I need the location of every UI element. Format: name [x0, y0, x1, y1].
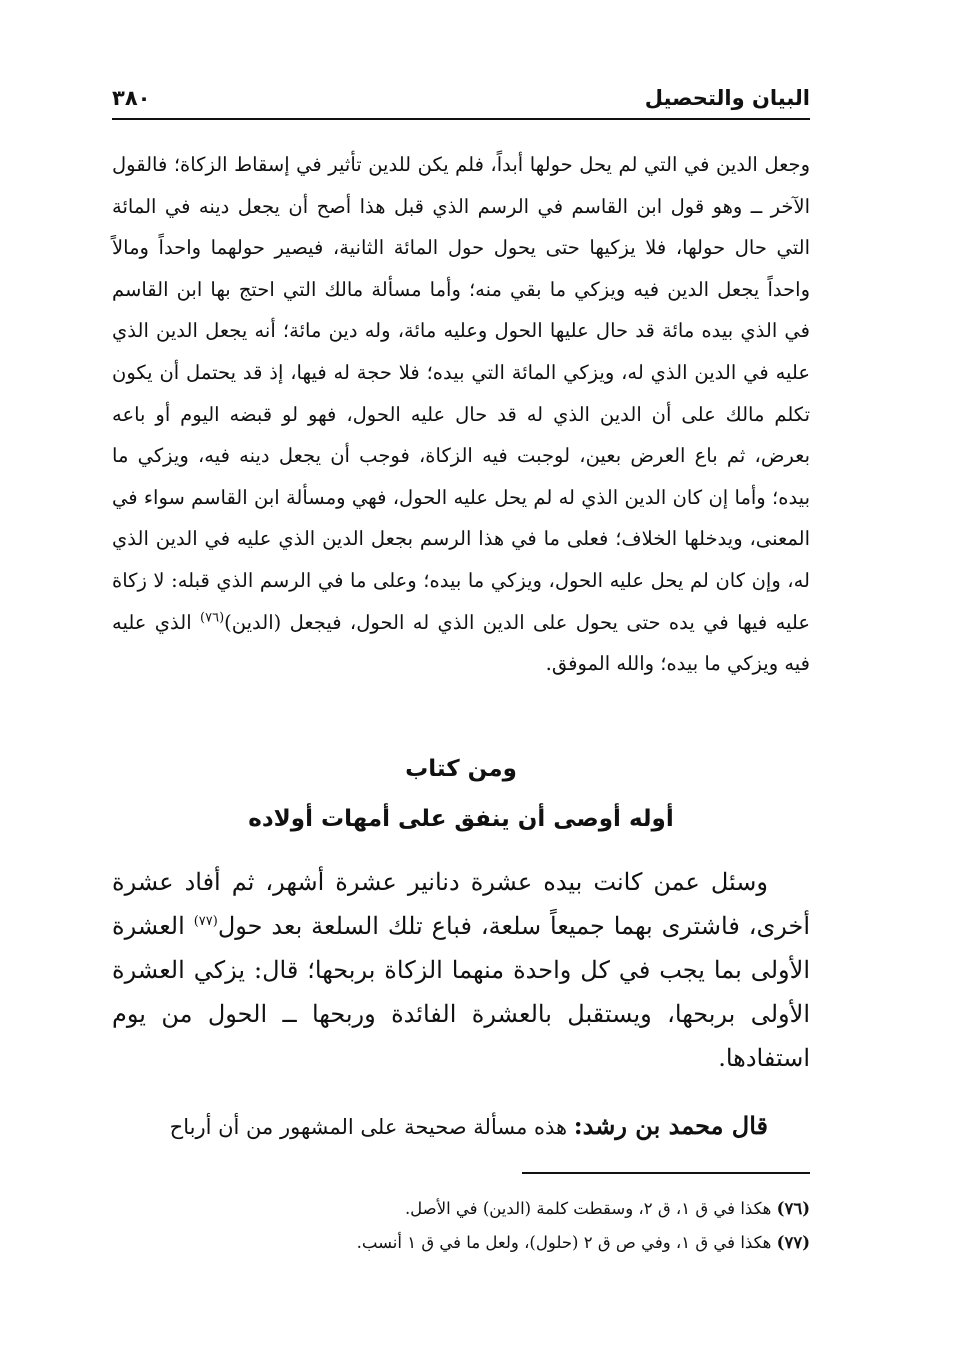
footnote-text: هكذا في ق ١، ق ٢، وسقطت كلمة (الدين) في الأصل. — [404, 1199, 772, 1218]
footnote-number: (٧٧) — [776, 1233, 810, 1252]
footnote-77 — [112, 1226, 810, 1260]
main-text-part2: الذي عليه فيه ويزكي ما بيده؛ والله الموفق. — [112, 610, 810, 676]
question-paragraph — [112, 860, 810, 1080]
footnote-ref-77[interactable]: (٧٧) — [193, 914, 218, 929]
page-number: ٣٨٠ — [112, 86, 151, 110]
main-paragraph-text — [112, 144, 810, 685]
footnote-number: (٧٦) — [776, 1199, 810, 1218]
commentary-speaker: قال محمد بن رشد: — [573, 1111, 768, 1140]
footnote-divider — [522, 1172, 810, 1174]
footnote-76 — [112, 1192, 810, 1226]
main-text-part1: وجعل الدين في التي لم يحل حولها أبداً، فلم يكن للدين تأثير في إسقاط الزكاة؛ فالقول الآخر ــ وهو قول ابن القاسم في الرسم الذي قبل هذا أصح أن يجعل دينه في المائة التي حال حولها، فلا يزكيها حتى يحول حول المائة الثانية، فيصير حولهما واحداً ومالاً واحداً يجعل الدين فيه ويزكي ما بقي منه؛ وأما مسألة مالك التي احتج بها ابن القاسم في الذي بيده مائة قد حال عليها الحول وعليه مائة، وله دين مائة؛ أنه يجعل الدين الذي عليه في الدين الذي له، ويزكي المائة التي بيده؛ فلا حجة له فيها، إذ قد يحتمل أن يكون تكلم مالك على أن الدين الذي له قد حال عليه الحول، فهو لو قبضه اليوم أو باعه بعرض، ثم باع العرض بعين، لوجبت فيه الزكاة، فوجب أن يجعل دينه فيه، ويزكي ما بيده؛ وأما إن كان الدين الذي له لم يحل عليه الحول، فهي ومسألة ابن القاسم سواء في المعنى، ويدخلها الخلاف؛ فعلى ما في هذا الرسم بجعل الدين الذي عليه في الدين الذي له، وإن كان لم يحل عليه الحول، ويزكي ما بيده؛ وعلى ما في الرسم الذي قبله: لا زكاة عليه فيها في يده حتى يحول على الدين الذي له الحول، فيجعل (الدين) — [112, 153, 810, 634]
question-text — [112, 860, 810, 1080]
main-paragraph — [112, 144, 810, 685]
section-heading-line2: أوله أوصى أن ينفق على أمهات أولاده — [248, 806, 674, 832]
footnotes — [112, 1192, 810, 1260]
footnote-ref-76[interactable]: (٧٦) — [200, 610, 225, 626]
running-title: البيان والتحصيل — [644, 86, 810, 110]
question-text-part1: وسئل عمن كانت بيده عشرة دنانير عشرة أشهر، ثم أفاد عشرة أخرى، فاشترى بهما جميعاً سلعة، فباع تلك السلعة بعد حول — [112, 868, 810, 940]
section-heading-line1: ومن كتاب — [405, 756, 517, 782]
page-header — [112, 84, 810, 120]
commentary-text: هذه مسألة صحيحة على المشهور من أن أرباح — [169, 1115, 574, 1139]
question-text-part2: العشرة الأولى بما يجب في كل واحدة منهما الزكاة بربحها؛ قال: يزكي العشرة الأولى بربحها، ويستقبل بالعشرة الفائدة وربحها ــ الحول من يوم استفادها. — [112, 912, 810, 1072]
footnote-text: هكذا في ق ١، وفي ص ق ٢ (حلول)، ولعل ما في ق ١ أنسب. — [356, 1233, 772, 1252]
commentary-paragraph — [112, 1106, 810, 1147]
